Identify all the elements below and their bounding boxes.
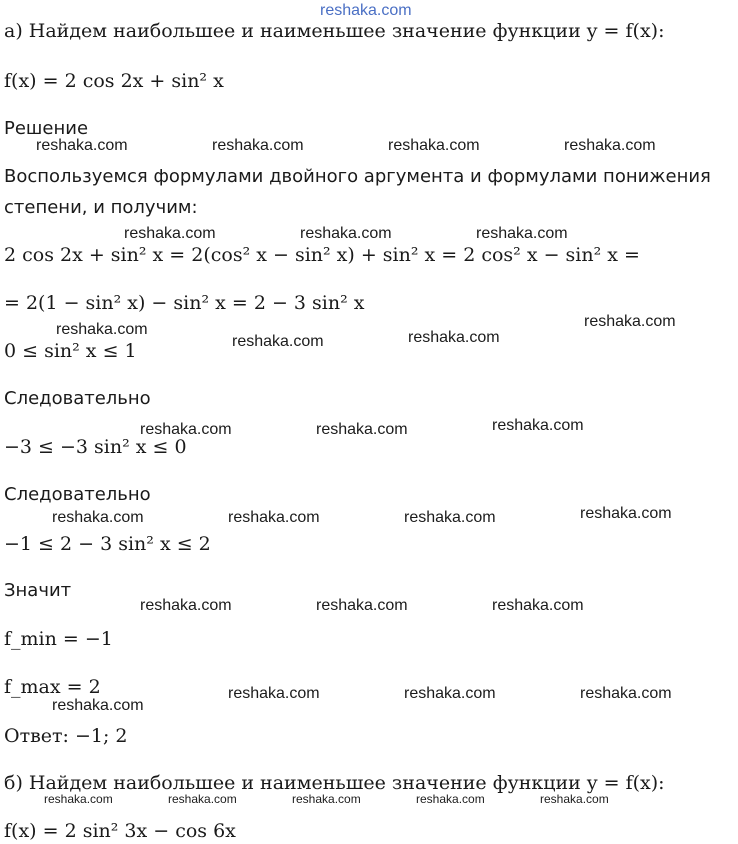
answer: Ответ: −1; 2 <box>4 725 128 747</box>
equation-1: 2 cos 2x + sin² x = 2(cos² x − sin² x) + sin² x = 2 cos² x − sin² x = <box>4 244 640 266</box>
watermark: reshaka.com <box>52 697 144 714</box>
watermark: reshaka.com <box>292 792 361 806</box>
watermark: reshaka.com <box>580 685 672 702</box>
watermark: reshaka.com <box>44 792 113 806</box>
function-a: f(x) = 2 cos 2x + sin² x <box>4 70 224 92</box>
intro-line-1: Воспользуемся формулами двойного аргумента и формулами понижения <box>4 166 711 187</box>
watermark: reshaka.com <box>232 333 324 350</box>
watermark-top: reshaka.com <box>320 2 412 19</box>
equation-2: = 2(1 − sin² x) − sin² x = 2 − 3 sin² x <box>4 292 365 314</box>
watermark: reshaka.com <box>388 137 480 154</box>
watermark: reshaka.com <box>140 421 232 438</box>
watermark: reshaka.com <box>228 685 320 702</box>
watermark: reshaka.com <box>316 421 408 438</box>
inequality-2: −3 ≤ −3 sin² x ≤ 0 <box>4 436 187 458</box>
means-label: Значит <box>4 580 72 601</box>
watermark: reshaka.com <box>56 321 148 338</box>
solution-label: Решение <box>4 118 89 139</box>
watermark: reshaka.com <box>492 417 584 434</box>
watermark: reshaka.com <box>36 137 128 154</box>
watermark: reshaka.com <box>316 597 408 614</box>
inequality-3: −1 ≤ 2 − 3 sin² x ≤ 2 <box>4 533 211 555</box>
watermark: reshaka.com <box>580 505 672 522</box>
f-max: f_max = 2 <box>4 676 101 698</box>
watermark: reshaka.com <box>140 597 232 614</box>
watermark: reshaka.com <box>416 792 485 806</box>
watermark: reshaka.com <box>404 509 496 526</box>
watermark: reshaka.com <box>540 792 609 806</box>
watermark: reshaka.com <box>564 137 656 154</box>
therefore-2: Следовательно <box>4 484 151 505</box>
inequality-1: 0 ≤ sin² x ≤ 1 <box>4 340 137 362</box>
watermark: reshaka.com <box>228 509 320 526</box>
watermark: reshaka.com <box>584 313 676 330</box>
intro-line-2: степени, и получим: <box>4 197 198 218</box>
function-b: f(x) = 2 sin² 3x − cos 6x <box>4 820 236 842</box>
watermark: reshaka.com <box>476 225 568 242</box>
watermark: reshaka.com <box>168 792 237 806</box>
part-b-heading: б) Найдем наибольшее и наименьшее значение функции y = f(x): <box>4 772 665 794</box>
watermark: reshaka.com <box>408 329 500 346</box>
f-min: f_min = −1 <box>4 628 113 650</box>
watermark: reshaka.com <box>212 137 304 154</box>
part-a-heading: а) Найдем наибольшее и наименьшее значение функции y = f(x): <box>4 20 665 42</box>
watermark: reshaka.com <box>404 685 496 702</box>
watermark: reshaka.com <box>492 597 584 614</box>
watermark: reshaka.com <box>300 225 392 242</box>
watermark: reshaka.com <box>52 509 144 526</box>
watermark: reshaka.com <box>124 225 216 242</box>
therefore-1: Следовательно <box>4 388 151 409</box>
